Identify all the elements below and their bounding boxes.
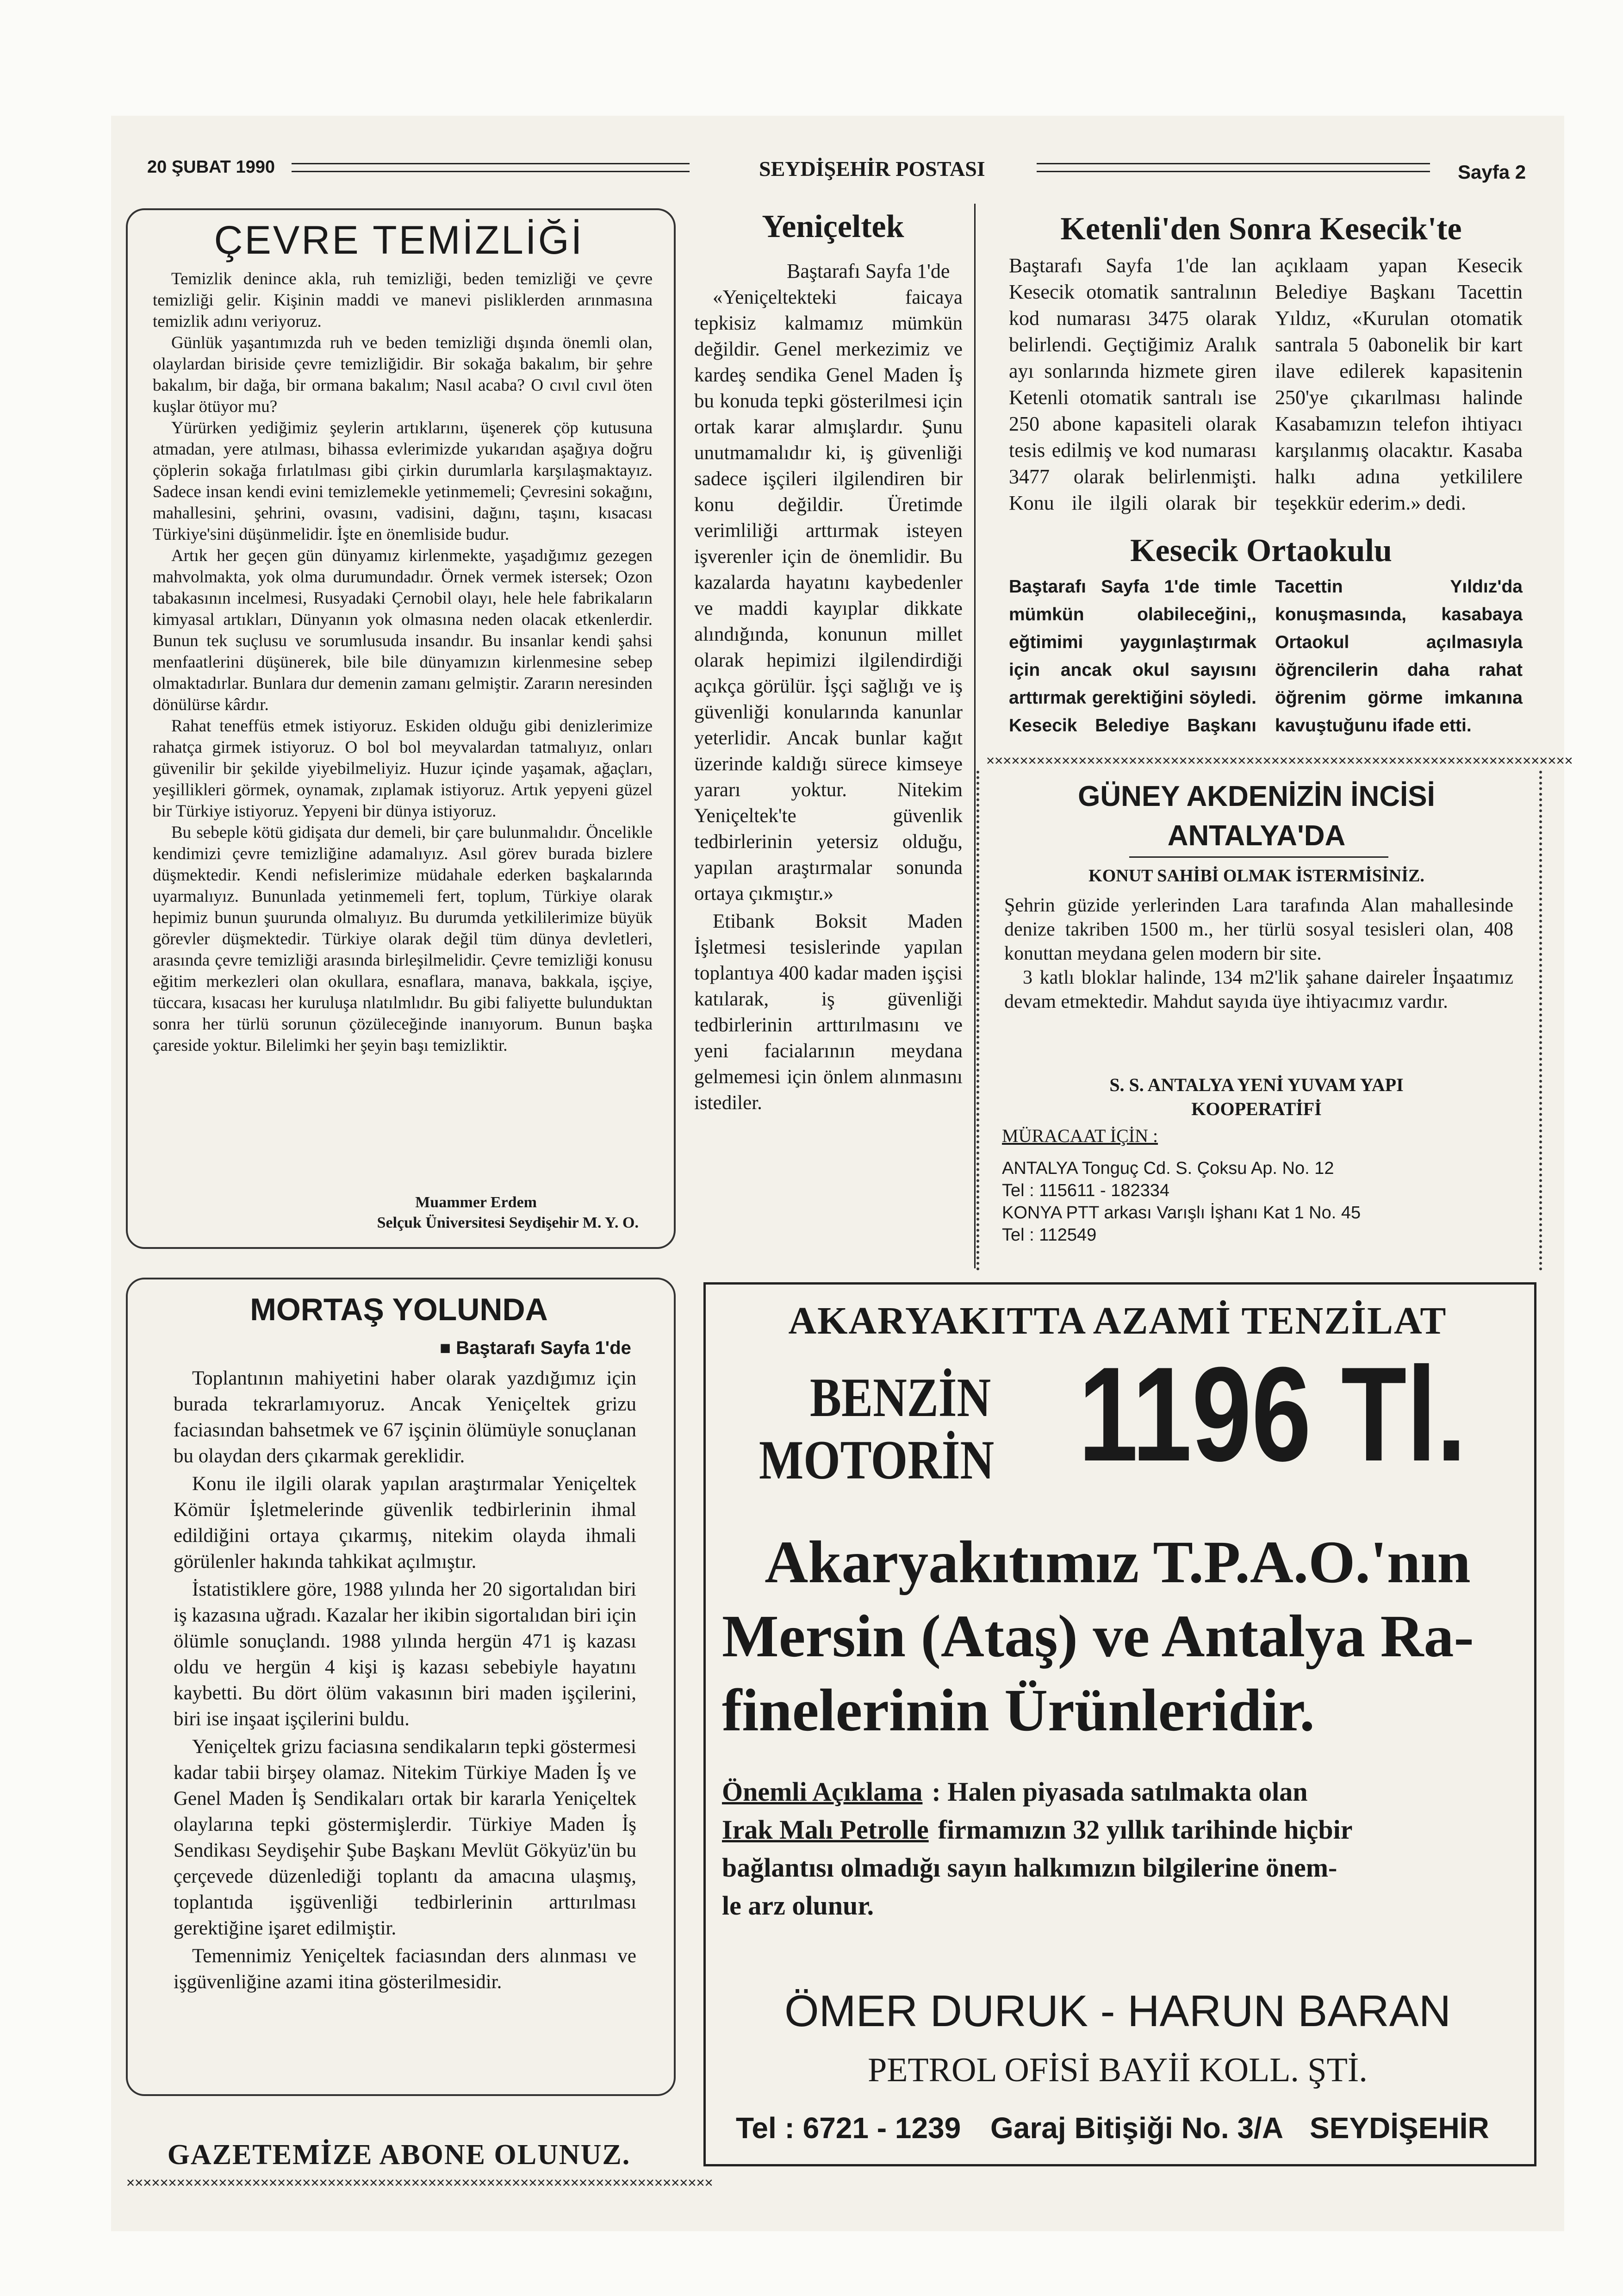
fuel-ad-notice-label: Önemli Açıklama [722, 1777, 923, 1807]
fuel-ad-notice-iraq: Irak Malı Petrolle [722, 1815, 929, 1845]
fuel-ad-line3: finelerinin Ürünleridir. [722, 1677, 1315, 1744]
mortas-title: MORTAŞ YOLUNDA [250, 1292, 548, 1327]
column-divider [974, 204, 976, 1268]
fuel-ad-price: 1196 Tl. [1078, 1339, 1467, 1489]
fuel-ad-notice-history: firmamızın 32 yıllık tarihinde hiçbir [938, 1815, 1353, 1845]
mortas-paragraph: Yeniçeltek grizu faciasına sendikaların tepki göstermesi kadar tabii birşey olamaz. Nitekim Türkiye Maden İş ve Genel Maden İş Sendikaları ortak bir kararla Yeniçeltek olaylarına tepki göstermişlerdir. Türkiye Maden İş Sendikası Seydişehir Şube Başkanı Mevlüt Gökyüz'ün bu çerçevede düzenlediği toplantı da amacına ulaşmış, toplantıda işgüvenliği tedbirlerinin arttırılması gerektiğine işaret edilmiştir. [174, 1736, 636, 1939]
cevre-paragraph: Artık her geçen gün dünyamız kirlenmekte, yaşadığımız gezegen mahvolmakta, yok olma durumundadır. Örnek vermek istersek; Ozon tabakasının incelmesi, Rusyadaki Çernobil olayı, hele hele fabrikaların kimyasal artıkları, Dünyanın yok olmasına neden olacak etkenlerdir. Bunun tek suçlusu ve sorumlusuda insandır. Bu insanlar kendi şahsi menfaatlerini düşünerek, bile bile dünyamızın kirlenmesine sebep olmaktadırlar. Bunlara dur demenin zamanı gelmiştir. Zararın neresinden dönülürse kârdır. [153, 546, 653, 714]
antalya-ad-coop: S. S. ANTALYA YENİ YUVAM YAPI [1109, 1074, 1404, 1095]
mortas-paragraph: İstatistiklere göre, 1988 yılında her 20 sigortalıdan biri iş kazasına uğradı. Kazalar her ikibin sigortalıdan biri için ölümle sonuçlandı. 1988 yılında hergün 471 iş kazası oldu ve hergün 4 kişi iş kazası sebebiyle hayatını kaybetti. Bu dört ölüm vakasının biri maden işçilerini, biri ise inşaat işçilerini buldu. [174, 1578, 636, 1730]
fuel-ad-phone: Tel : 6721 - 1239 [736, 2111, 961, 2145]
cevre-paragraph: Günlük yaşantımızda ruh ve beden temizliği dışında önemli olan, olaylardan biriside çevre temizliğidir. Bir sokağa bakalım, bir şehre bakalım, bir dağa, bir ormana bakalım; Nasıl acaba? O cıvıl cıvıl öten kuşlar ötüyor mu? [153, 333, 653, 416]
mortas-paragraph: Temennimiz Yeniçeltek faciasından ders alınması ve işgüvenliğine azami itina gösterilmesidir. [174, 1945, 636, 1993]
mortas-continued [440, 1338, 631, 1359]
header-rule-right [1037, 163, 1430, 172]
ketenli-body: Baştarafı Sayfa 1'de lan Kesecik otomatik santralının kod numarası 3475 olarak belirlendi. Geçtiğimiz Aralık ayı sonlarında hizmete giren Ketenli otomatik santralı ise 250 abone kapasiteli olarak tesis edilmiş ve kod numarası 3477 olarak belirlenmişti. Konu ile ilgili olarak bir açıklaam yapan Kesecik Belediye Başkanı Tacettin Yıldız, «Kurulan otomatik santrala 5 0abonelik bir kart ilave edilerek kapasitenin 250'ye çıkarılması halinde Kasabamızın telefon ihtiyacı karşılanmış olacaktır. Kasaba halkı adına yetkililere teşekkür ederim.» dedi. [1009, 254, 1523, 514]
antalya-ad-description: Şehrin güzide yerlerinden Lara tarafında Alan mahallesinde denize takriben 1500 m., her türlü sosyal tesisleri olan, 408 konuttan meydana gelen modern bir site. [1004, 895, 1513, 964]
yeniceltek-body [694, 285, 963, 1271]
antalya-ad-subtitle: KONUT SAHİBİ OLMAK İSTERMİSİNİZ. [1088, 866, 1424, 886]
konya-phone: Tel : 112549 [1002, 1225, 1097, 1245]
fuel-ad-notice-row-4: le arz olunur. [722, 1890, 874, 1921]
cevre-body [153, 268, 653, 1171]
mortas-continued-label: Baştarafı Sayfa 1'de [456, 1338, 631, 1358]
fuel-ad-line1: Akaryakıtımız T.P.A.O.'nın [765, 1529, 1471, 1596]
antalya-ad-body [1004, 893, 1513, 1014]
mortas-paragraph: Toplantının mahiyetini haber olarak yazdığımız için burada tekrarlamıyoruz. Ancak Yeniçeltek grizu faciasından bahsetmek ve 67 işçinin ölümüyle sonuçlanan bu olaydan ders çıkarmak gereklidir. [174, 1367, 636, 1467]
yeniceltek-continued: Baştarafı Sayfa 1'de [787, 260, 950, 282]
cevre-paragraph: Yürürken yediğimiz şeylerin artıklarını, üşenerek çöp kutusuna atmadan, yere atılması, bihassa evlerimizde yukarıdan aşağıya doğru çöplerin sokağa fırlatılması gibi çirkin durumlarla karşılaşmaktayız. Sadece insan kendi evini temizlemekle yetinmemeli; Çevresini sokağını, mahallesini, şehrini, ovasını, vadisini, dağını, taşını, kısacası Türkiye'sini düşünmelidir. İşte en önemliside budur. [153, 418, 653, 544]
paper-name: SEYDİŞEHİR POSTASI [759, 157, 985, 181]
mortas-body [174, 1366, 636, 2088]
fuel-ad-city: SEYDİŞEHİR [1310, 2111, 1489, 2145]
fuel-ad-line2: Mersin (Ataş) ve Antalya Ra- [722, 1603, 1474, 1670]
square-bullet-icon: ■ [440, 1338, 456, 1358]
fuel-ad-owners: ÖMER DURUK - HARUN BARAN [784, 1986, 1451, 2036]
fuel-ad-headline: AKARYAKITTA AZAMİ TENZİLAT [788, 1299, 1447, 1342]
cevre-paragraph: Rahat teneffüs etmek istiyoruz. Eskiden olduğu gibi denizlerimize rahatça girmek istiyoruz. O bol bol meyvalardan tatmalıyız, onları güvenilir bir şekilde yiyebilmeliyiz. Huzur içinde yaşamak, ağaçları, yeşillikleri görmek, oynamak, zıplamak istiyoruz. Artık yepyeni güzel bir Türkiye istiyoruz. Yepyeni bir dünya istiyoruz. [153, 717, 653, 821]
fuel-ad-motorin: MOTORİN [759, 1429, 995, 1491]
yeniceltek-title: Yeniçeltek [762, 209, 904, 244]
cevre-paragraph: Temizlik denince akla, ruh temizliği, beden temizliği ve çevre temizliği gelir. Kişinin maddi ve manevi pisliklerden arınmasına temizlik adını veriyoruz. [153, 269, 653, 331]
antalya-address: ANTALYA Tonguç Cd. S. Çoksu Ap. No. 12 [1002, 1159, 1334, 1178]
section-zigzag-divider: ✕✕✕✕✕✕✕✕✕✕✕✕✕✕✕✕✕✕✕✕✕✕✕✕✕✕✕✕✕✕✕✕✕✕✕✕✕✕✕✕✕✕✕✕✕✕✕✕✕✕✕✕✕✕✕✕✕✕✕✕✕✕✕✕✕✕✕✕✕✕ [986, 755, 1573, 767]
subscribe-slogan: GAZETEMİZE ABONE OLUNUZ. [167, 2139, 631, 2171]
cevre-paragraph: Bu sebeple kötü gidişata dur demeli, bir çare bulunmalıdır. Öncelikle kendimizi çevre temizliğine adamalıyız. Asıl görev burada bizlere düşmektedir. Kendi nefislerimize müdahale ederken başkalarında uyarmalıyız. Bununlada yetinmemeli fert, toplum, Türkiye olarak hepimiz bunun şuurunda olmalıyız. Bu durumda yetkililerimize büyük görevler düşmektedir. Türkiye olarak değil tüm dünya devletleri, arasında çevre temizliği arasında birleşilmelidir. Çevre temizliği konusu eğitim merkezleri olan okullara, esnaflara, manava, bakkala, işçiye, tüccara, kısacası her kuruluşa nlatılmlıdır. Bu gibi faliyette bulunduktan sonra her türlü sorunun çözüleceğinde inanıyorum. Bunun başka çareside yoktur. Bilelimki her şeyin başı temizliktir. [153, 823, 653, 1055]
header-rule-left [292, 163, 690, 172]
konya-address: KONYA PTT arkası Varışlı İşhanı Kat 1 No. 45 [1002, 1203, 1361, 1223]
antalya-ad-city: ANTALYA'DA [1167, 820, 1346, 852]
fuel-ad-notice-row-3: bağlantısı olmadığı sayın halkımızın bilgilerine önem- [722, 1853, 1337, 1883]
page-number: Sayfa 2 [1458, 161, 1526, 183]
fuel-ad-notice-row-1 [722, 1773, 1518, 1811]
fuel-ad-notice [722, 1773, 1518, 1925]
yeniceltek-paragraph: «Yeniçeltekteki faicaya tepkisiz kalmamız mümkün değildir. Genel merkezimiz ve kardeş sendika Genel Maden İş bu konuda tepki gösterilmesi için ortak karar almışlardır. Şunu unutmamalıdır ki, iş güvenliği sadece işçileri ilgilendiren bir konu değildir. Üretimde verimliliği arttırmak isteyen işverenler için de önemlidir. Bu kazalarda hayatını kaybedenler ve maddi kayıplar dikkate alındığında, konunun millet olarak hepimizi ilgilendirdiği açıkça görülür. İşçi sağlığı ve iş güvenliği konularında kanunlar yeterlidir. Ancak bunlar kağıt üzerinde kaldığı sürece kimseye yararı yoktur. Nitekim Yeniçeltek'te güvenlik tedbirlerinin yetersiz olduğu, yapılan araştırmalar sonunda ortaya çıkmıştır.» [694, 287, 963, 905]
fuel-ad-notice-text: : Halen piyasada satılmakta olan [932, 1777, 1308, 1807]
antalya-ad-coop-2: KOOPERATİFİ [1191, 1098, 1322, 1119]
cevre-title: ÇEVRE TEMİZLİĞİ [214, 218, 584, 262]
mortas-paragraph: Konu ile ilgili olarak yapılan araştırmalar Yeniçeltek Kömür İşletmelerinde güvenlik tedbirlerinin ihmal edildiğini ortaya çıkarmış, nitekim olayda ihmali görülenler hakında tahkikat açılmıştır. [174, 1473, 636, 1572]
ketenli-title: Ketenli'den Sonra Kesecik'te [1060, 211, 1462, 247]
bottom-zigzag-border: ✕✕✕✕✕✕✕✕✕✕✕✕✕✕✕✕✕✕✕✕✕✕✕✕✕✕✕✕✕✕✕✕✕✕✕✕✕✕✕✕✕✕✕✕✕✕✕✕✕✕✕✕✕✕✕✕✕✕✕✕✕✕✕✕✕✕✕✕✕✕ [126, 2177, 713, 2190]
kesecik-body: Baştarafı Sayfa 1'de timle mümkün olabileceğini,, eğtimimi yaygınlaştırmak için ancak okul sayısını arttırmak gerektiğini söyledi. Kesecik Belediye Başkanı Tacettin Yıldız'da konuşmasında, kasabaya Ortaokul açılmasıyla öğrencilerin daha rahat öğrenim görme imkanına kavuştuğunu ifade etti. [1009, 577, 1523, 736]
cevre-author: Muammer Erdem [415, 1194, 537, 1211]
antalya-ad-details: 3 katlı bloklar halinde, 134 m2'lik şahane daireler İnşaatımız devam etmektedir. Mahdut sayıda üye ihtiyacımız vardır. [1004, 967, 1513, 1012]
fuel-ad-benzin: BENZİN [810, 1366, 991, 1428]
fuel-ad-address: Garaj Bitişiği No. 3/A [990, 2111, 1284, 2145]
issue-date: 20 ŞUBAT 1990 [147, 157, 275, 177]
fuel-ad-notice-row-2 [722, 1811, 1518, 1849]
cevre-author-school: Selçuk Üniversitesi Seydişehir M. Y. O. [377, 1214, 639, 1231]
antalya-phone: Tel : 115611 - 182334 [1002, 1181, 1169, 1200]
antalya-ad-title-underline [1129, 856, 1388, 858]
antalya-ad-contacts [1002, 1157, 1520, 1246]
antalya-ad-title: GÜNEY AKDENİZİN İNCİSİ [1078, 780, 1435, 812]
yeniceltek-paragraph: Etibank Boksit Maden İşletmesi tesislerinde yapılan toplantıya 400 kadar maden işçisi katılarak, iş güvenliği tedbirlerinin arttırılmasını ve yeni facialarının meydana gelmemesi için önlem alınmasını istediler. [694, 911, 963, 1114]
fuel-ad-company: PETROL OFİSİ BAYİİ KOLL. ŞTİ. [868, 2051, 1368, 2089]
kesecik-title: Kesecik Ortaokulu [1130, 533, 1392, 568]
antalya-ad-apply: MÜRACAAT İÇİN : [1002, 1125, 1158, 1146]
